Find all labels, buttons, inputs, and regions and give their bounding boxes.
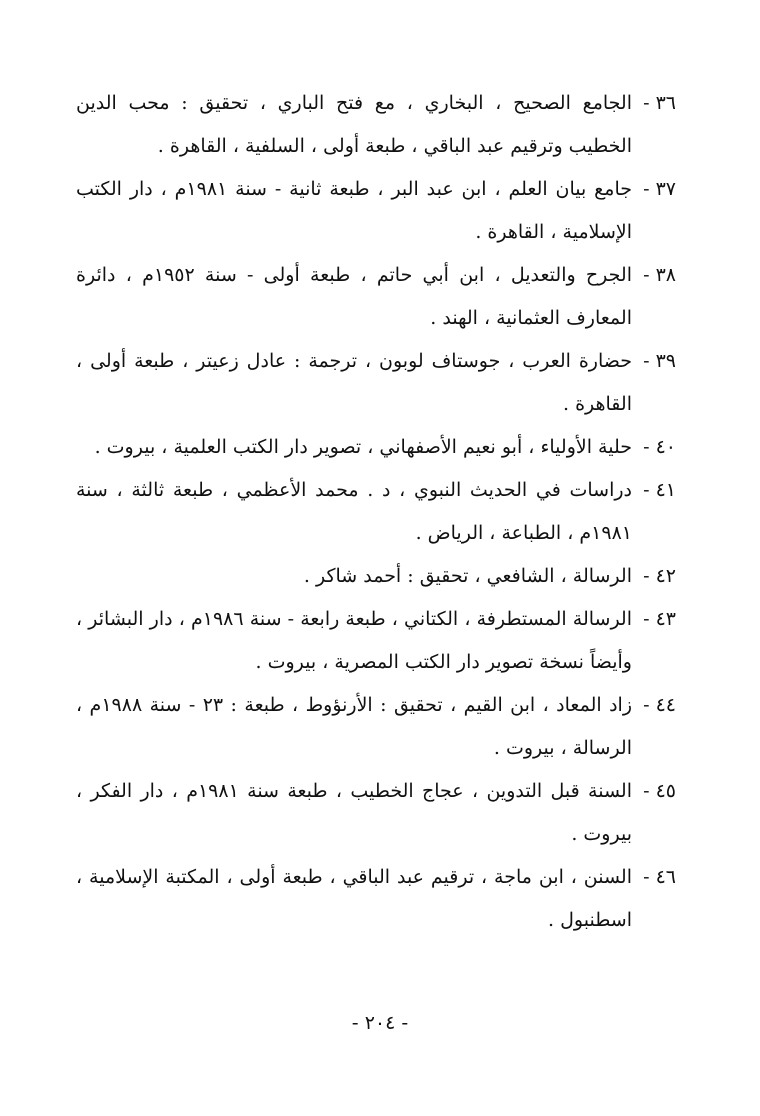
reference-list — [76, 82, 676, 942]
reference-item — [76, 168, 676, 254]
reference-item — [76, 684, 676, 770]
reference-item — [76, 426, 676, 469]
reference-number: ٤٥ - — [643, 780, 676, 802]
reference-item — [76, 770, 676, 856]
reference-number: ٣٧ - — [643, 178, 676, 200]
reference-number: ٤٣ - — [643, 608, 676, 630]
reference-text: السنة قبل التدوين ، عجاج الخطيب ، طبعة سنة ١٩٨١م ، دار الفكر ، بيروت . — [76, 780, 632, 845]
reference-text: حلية الأولياء ، أبو نعيم الأصفهاني ، تصوير دار الكتب العلمية ، بيروت . — [94, 436, 632, 458]
reference-number: ٤٦ - — [643, 866, 676, 888]
reference-number: ٤٤ - — [643, 694, 676, 716]
reference-number: ٣٨ - — [643, 264, 676, 286]
reference-text: الرسالة المستطرفة ، الكتاني ، طبعة رابعة - سنة ١٩٨٦م ، دار البشائر ، وأيضاً نسخة تصوير دار الكتب المصرية ، بيروت . — [76, 608, 633, 673]
reference-number: ٤١ - — [643, 479, 676, 501]
reference-number: ٣٦ - — [643, 92, 676, 114]
reference-text: دراسات في الحديث النبوي ، د . محمد الأعظمي ، طبعة ثالثة ، سنة ١٩٨١م ، الطباعة ، الرياض . — [76, 479, 632, 544]
reference-text: الجامع الصحيح ، البخاري ، مع فتح الباري ، تحقيق : محب الدين الخطيب وترقيم عبد الباقي ، طبعة أولى ، السلفية ، القاهرة . — [76, 92, 632, 157]
reference-item — [76, 598, 676, 684]
reference-item — [76, 555, 676, 598]
reference-text: الجرح والتعديل ، ابن أبي حاتم ، طبعة أولى - سنة ١٩٥٢م ، دائرة المعارف العثمانية ، الهند . — [76, 264, 632, 329]
reference-text: حضارة العرب ، جوستاف لوبون ، ترجمة : عادل زعيتر ، طبعة أولى ، القاهرة . — [76, 350, 632, 415]
reference-item — [76, 254, 676, 340]
reference-number: ٤٢ - — [643, 565, 676, 587]
reference-item — [76, 340, 676, 426]
reference-item — [76, 82, 676, 168]
reference-text: السنن ، ابن ماجة ، ترقيم عبد الباقي ، طبعة أولى ، المكتبة الإسلامية ، اسطنبول . — [76, 866, 632, 931]
page-number: - ٢٠٤ - — [351, 1012, 409, 1034]
reference-item — [76, 856, 676, 942]
reference-text: الرسالة ، الشافعي ، تحقيق : أحمد شاكر . — [303, 565, 632, 587]
reference-number: ٤٠ - — [643, 436, 676, 458]
reference-number: ٣٩ - — [643, 350, 676, 372]
reference-text: جامع بيان العلم ، ابن عبد البر ، طبعة ثانية - سنة ١٩٨١م ، دار الكتب الإسلامية ، القاهرة . — [76, 178, 632, 243]
reference-item — [76, 469, 676, 555]
reference-text: زاد المعاد ، ابن القيم ، تحقيق : الأرنؤوط ، طبعة : ٢٣ - سنة ١٩٨٨م ، الرسالة ، بيروت . — [76, 694, 632, 759]
